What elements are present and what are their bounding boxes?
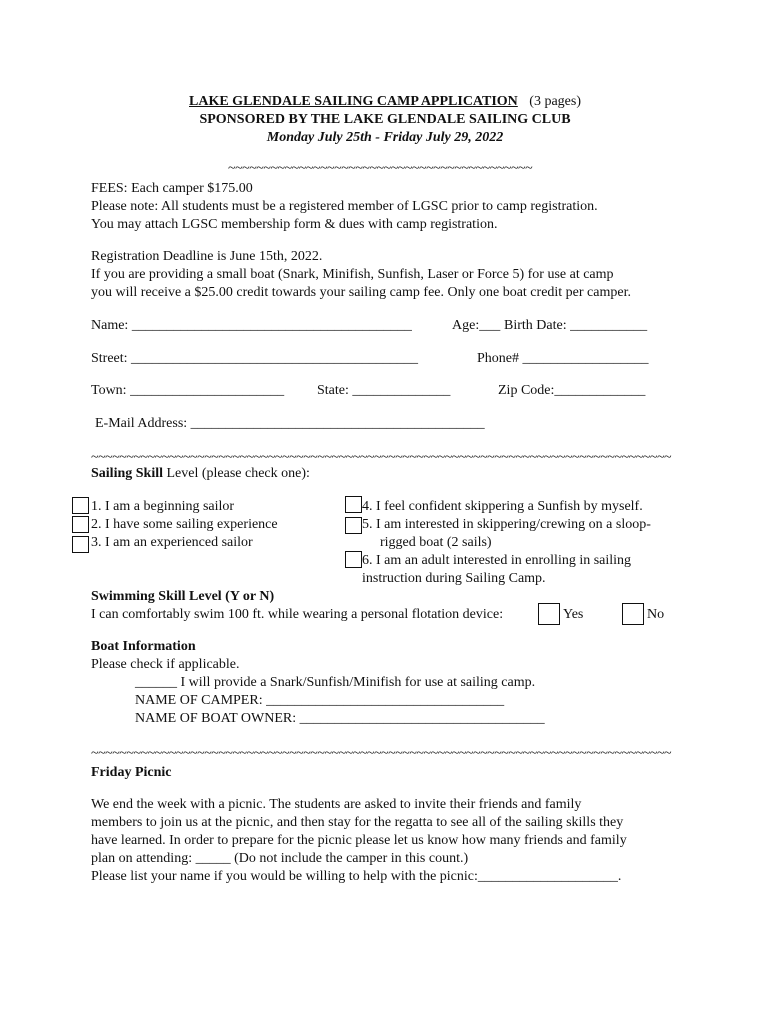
skill-6-checkbox[interactable] — [345, 551, 362, 568]
swim-yes-checkbox[interactable] — [538, 603, 560, 625]
fees-line: FEES: Each camper $175.00 — [91, 181, 253, 196]
form-title: LAKE GLENDALE SAILING CAMP APPLICATION — [189, 94, 518, 109]
picnic-heading: Friday Picnic — [91, 765, 172, 780]
skill-5-checkbox[interactable] — [345, 517, 362, 534]
skill-2-checkbox[interactable] — [72, 516, 89, 533]
state-field[interactable]: State: ______________ — [317, 383, 451, 398]
swim-no-checkbox[interactable] — [622, 603, 644, 625]
boat-info-instruction: Please check if applicable. — [91, 657, 240, 672]
birth-date-field[interactable]: Birth Date: ___________ — [504, 318, 648, 333]
skill-3-label: 3. I am an experienced sailor — [91, 535, 253, 550]
skill-6-label: 6. I am an adult interested in enrolling in sailing — [362, 553, 632, 568]
divider-sailing: ~~~~~~~~~~~~~~~~~~~~~~~~~~~~~~~~~~~~~~~~~~~~~~~~~~~~~~~~~~~~~~~~~~~~~~~~~~~~~~~~~~ — [91, 450, 672, 465]
skill-5-label-cont: rigged boat (2 sails) — [380, 535, 492, 550]
divider-picnic: ~~~~~~~~~~~~~~~~~~~~~~~~~~~~~~~~~~~~~~~~~~~~~~~~~~~~~~~~~~~~~~~~~~~~~~~~~~~~~~~~~~ — [91, 746, 672, 761]
membership-note: Please note: All students must be a registered member of LGSC prior to camp registration. — [91, 199, 598, 214]
registration-deadline: Registration Deadline is June 15th, 2022. — [91, 249, 323, 264]
town-field[interactable]: Town: ______________________ — [91, 383, 285, 398]
email-field[interactable]: E-Mail Address: __________________________________________ — [95, 416, 485, 431]
swimming-question: I can comfortably swim 100 ft. while wearing a personal flotation device: — [91, 607, 504, 622]
camper-name-field[interactable]: NAME OF CAMPER: __________________________________ — [135, 693, 505, 708]
picnic-attendance-field[interactable]: plan on attending: _____ (Do not include the camper in this count.) — [91, 851, 469, 866]
picnic-text-1: We end the week with a picnic. The students are asked to invite their friends and family — [91, 797, 582, 812]
skill-6-label-cont: instruction during Sailing Camp. — [362, 571, 546, 586]
sponsor-line: SPONSORED BY THE LAKE GLENDALE SAILING CLUB — [199, 112, 571, 127]
page-count: (3 pages) — [529, 94, 581, 109]
picnic-text-3: have learned. In order to prepare for the picnic please let us know how many friends and family — [91, 833, 627, 848]
swimming-heading: Swimming Skill Level (Y or N) — [91, 589, 275, 604]
phone-field[interactable]: Phone# __________________ — [477, 351, 649, 366]
boat-credit-line1: If you are providing a small boat (Snark, Minifish, Sunfish, Laser or Force 5) for use at camp — [91, 267, 614, 282]
skill-1-checkbox[interactable] — [72, 497, 89, 514]
skill-2-label: 2. I have some sailing experience — [91, 517, 278, 532]
swim-no-label: No — [647, 607, 665, 622]
skill-4-label: 4. I feel confident skippering a Sunfish by myself. — [362, 499, 643, 514]
header-title-line — [0, 93, 770, 111]
boat-credit-line2: you will receive a $25.00 credit towards your sailing camp fee. Only one boat credit per camper. — [91, 285, 631, 300]
sailing-skill-heading-bold: Sailing Skill — [91, 466, 163, 481]
zip-code-field[interactable]: Zip Code:_____________ — [498, 383, 646, 398]
sailing-skill-heading-rest: Level (please check one): — [162, 466, 310, 481]
sailing-skill-heading — [91, 465, 310, 483]
street-field[interactable]: Street: _________________________________________ — [91, 351, 419, 366]
divider-top: ~~~~~~~~~~~~~~~~~~~~~~~~~~~~~~~~~~~~~~~~~~~ — [228, 161, 533, 176]
camp-dates: Monday July 25th - Friday July 29, 2022 — [266, 130, 504, 145]
skill-1-label: 1. I am a beginning sailor — [91, 499, 235, 514]
age-field[interactable]: Age:___ — [452, 318, 501, 333]
membership-attach-note: You may attach LGSC membership form & dues with camp registration. — [91, 217, 498, 232]
provide-boat-field[interactable]: ______ I will provide a Snark/Sunfish/Minifish for use at sailing camp. — [135, 675, 536, 690]
picnic-helper-field[interactable]: Please list your name if you would be willing to help with the picnic:____________________. — [91, 869, 622, 884]
boat-info-heading: Boat Information — [91, 639, 196, 654]
skill-3-checkbox[interactable] — [72, 536, 89, 553]
name-field[interactable]: Name: ________________________________________ — [91, 318, 412, 333]
skill-5-label: 5. I am interested in skippering/crewing on a sloop- — [362, 517, 651, 532]
skill-4-checkbox[interactable] — [345, 496, 362, 513]
boat-owner-field[interactable]: NAME OF BOAT OWNER: ___________________________________ — [135, 711, 545, 726]
picnic-text-2: members to join us at the picnic, and then stay for the regatta to see all of the sailing skills they — [91, 815, 624, 830]
swim-yes-label: Yes — [563, 607, 584, 622]
